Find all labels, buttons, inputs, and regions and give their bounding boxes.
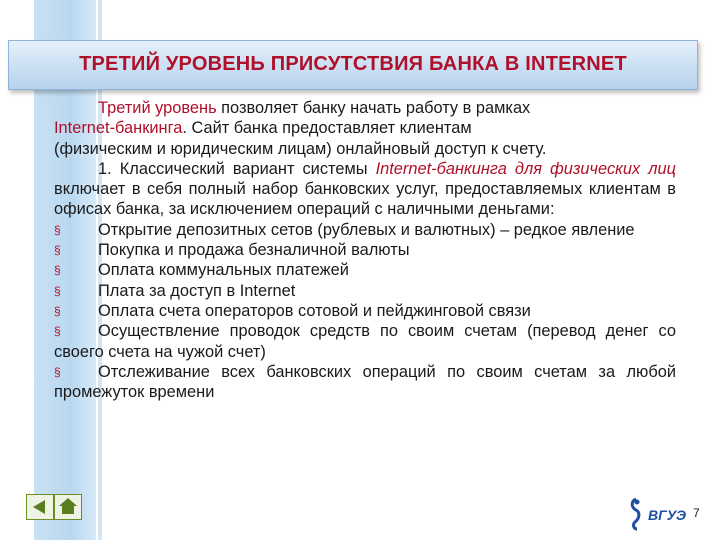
bullet-icon: § bbox=[54, 324, 61, 339]
bullet-item bbox=[54, 220, 676, 240]
logo-text: ВГУЭ bbox=[648, 507, 686, 523]
term-internet-banking: Internet-банкинга bbox=[54, 119, 183, 138]
bullet-text: Покупка и продажа безналичной валюты bbox=[98, 241, 410, 260]
bullet-text: Оплата счета операторов сотовой и пейджинговой связи bbox=[98, 301, 531, 320]
bullet-item bbox=[54, 281, 676, 301]
bullet-item bbox=[54, 301, 676, 321]
home-icon bbox=[59, 498, 77, 506]
home-button[interactable] bbox=[54, 494, 82, 520]
bullet-text: Отслеживание всех банковских операций по своим счетам за любой промежуток времени bbox=[54, 362, 676, 402]
bullet-icon: § bbox=[54, 243, 61, 258]
slide-title: ТРЕТИЙ УРОВЕНЬ ПРИСУТСТВИЯ БАНКА В INTERNET bbox=[79, 53, 627, 75]
home-icon-body bbox=[62, 506, 74, 514]
title-banner bbox=[8, 40, 698, 90]
classic-link: Internet-банкинга для физических лиц bbox=[375, 159, 676, 178]
bullet-icon: § bbox=[54, 263, 61, 278]
bullet-icon: § bbox=[54, 364, 61, 379]
paragraph-intro bbox=[54, 98, 676, 159]
bullet-item bbox=[54, 362, 676, 403]
bullet-text: Оплата коммунальных платежей bbox=[98, 261, 349, 280]
bullet-text: Открытие депозитных сетов (рублевых и валютных) – редкое явление bbox=[98, 220, 635, 239]
intro-line1-rest: позволяет банку начать работу в рамках bbox=[216, 99, 531, 117]
bullet-item bbox=[54, 260, 676, 280]
bullet-icon: § bbox=[54, 283, 61, 298]
arrow-left-icon bbox=[33, 500, 45, 514]
bullet-icon: § bbox=[54, 222, 61, 237]
bullet-text: Плата за доступ в Internet bbox=[98, 281, 296, 300]
paragraph-classic bbox=[54, 159, 676, 220]
slide-content bbox=[54, 98, 676, 402]
bullet-icon: § bbox=[54, 303, 61, 318]
bullet-item bbox=[54, 240, 676, 260]
intro-line3: (физическим и юридическим лицам) онлайновый доступ к счету. bbox=[54, 139, 547, 158]
page-number: 7 bbox=[693, 506, 700, 520]
back-button[interactable] bbox=[26, 494, 54, 520]
classic-rest: включает в себя полный набор банковских услуг, предоставляемых клиентам в офисах банка, за исключением операций с наличными деньгами: bbox=[54, 180, 676, 219]
classic-lead: 1. Классический вариант системы bbox=[98, 159, 376, 178]
university-logo bbox=[624, 496, 686, 532]
bullet-text: Осуществление проводок средств по своим счетам (перевод денег со своего счета на чужой счет) bbox=[54, 322, 676, 361]
intro-line2-rest: . Сайт банка предоставляет клиентам bbox=[182, 119, 472, 138]
term-third-level: Третий уровень bbox=[98, 99, 217, 117]
bullet-item bbox=[54, 321, 676, 362]
